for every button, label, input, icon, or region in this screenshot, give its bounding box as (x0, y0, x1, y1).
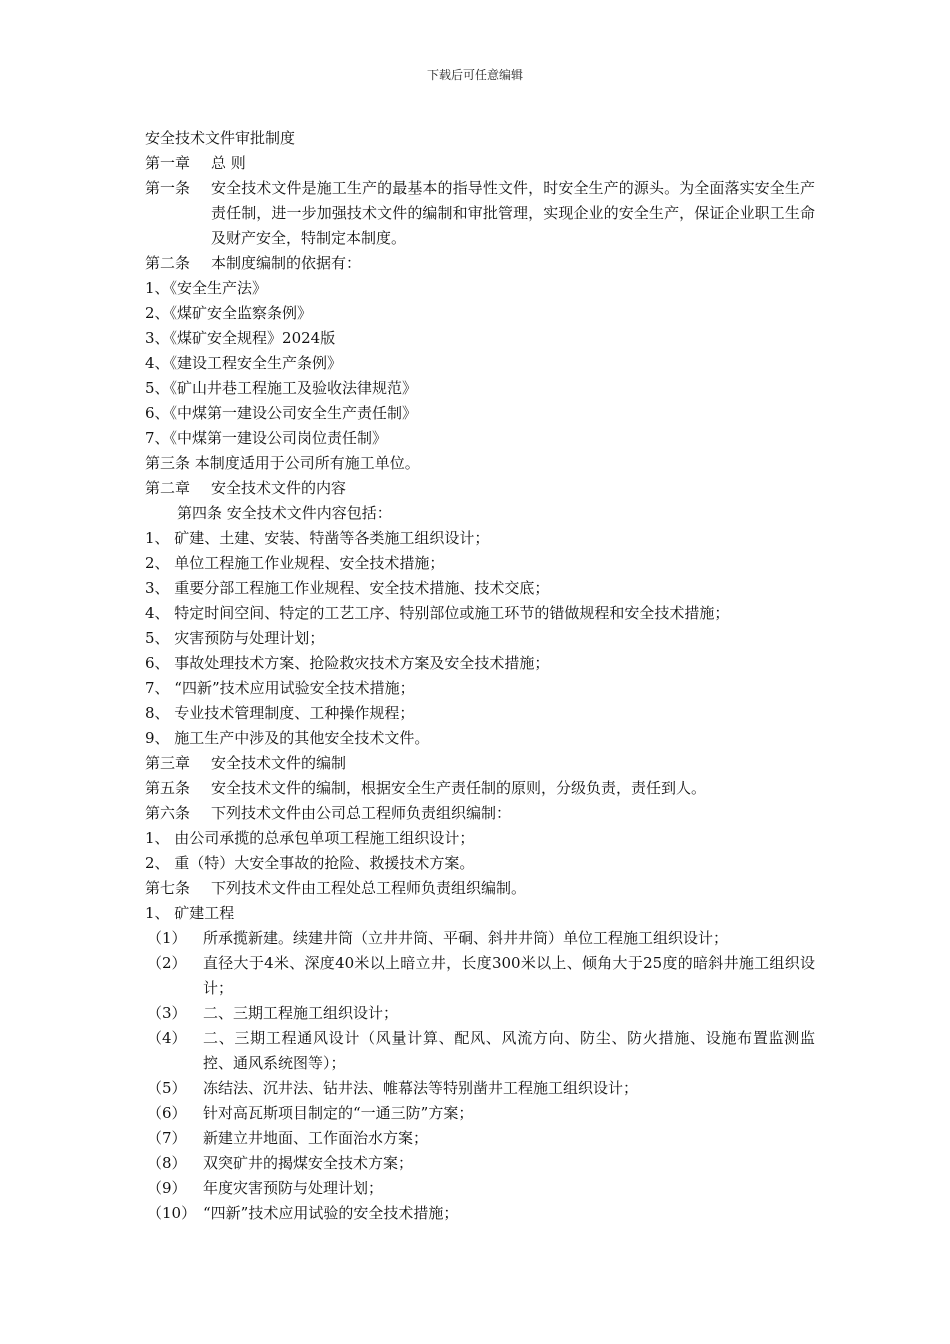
sub-item (145, 1001, 815, 1026)
sub-item-text: 双突矿井的揭煤安全技术方案； (203, 1154, 414, 1172)
list-item: 9、 施工生产中涉及的其他安全技术文件。 (145, 729, 430, 747)
sub-item (145, 1026, 815, 1076)
sub-item-text: 所承揽新建。续建井筒（立井井筒、平硐、斜井井筒）单位工程施工组织设计； (203, 929, 729, 947)
list-item: 4、《建设工程安全生产条例》 (145, 354, 343, 372)
sub-item-number: （8） (147, 1154, 187, 1172)
article-number: 第二条 (145, 254, 191, 272)
list-item: 1、 矿建、土建、安装、特凿等各类施工组织设计； (145, 529, 490, 547)
sub-item (145, 1126, 815, 1151)
list-item: 1、 由公司承揽的总承包单项工程施工组织设计； (145, 829, 475, 847)
list-item: 5、《矿山井巷工程施工及验收法律规范》 (145, 379, 418, 397)
list-item: 8、 专业技术管理制度、工种操作规程； (145, 704, 415, 722)
chapter-1 (145, 151, 815, 176)
article-number: 第七条 (145, 879, 191, 897)
sub-item-text: 针对高瓦斯项目制定的“一通三防”方案； (203, 1104, 474, 1122)
list-item: 3、《煤矿安全规程》2024版 (145, 329, 336, 347)
chapter-number: 第一章 (145, 154, 191, 172)
article-1 (145, 176, 815, 251)
sub-item-number: （4） (147, 1029, 187, 1047)
article-number: 第六条 (145, 804, 191, 822)
list-item: 2、 重（特）大安全事故的抢险、救援技术方案。 (145, 854, 475, 872)
sub-item (145, 1101, 815, 1126)
list-item: 4、 特定时间空间、特定的工艺工序、特别部位或施工环节的错做规程和安全技术措施； (145, 604, 730, 622)
sub-item (145, 1176, 815, 1201)
sub-item-number: （7） (147, 1129, 187, 1147)
document-body (145, 126, 815, 1226)
list-item: 3、 重要分部工程施工作业规程、安全技术措施、技术交底； (145, 579, 550, 597)
sub-item-number: （9） (147, 1179, 187, 1197)
list-item: 1、《安全生产法》 (145, 279, 268, 297)
sub-item-text: 年度灾害预防与处理计划； (203, 1179, 384, 1197)
sub-item (145, 1201, 815, 1226)
article-2 (145, 251, 815, 276)
article-7 (145, 876, 815, 901)
sub-item-text: 二、三期工程施工组织设计； (203, 1004, 399, 1022)
chapter-3 (145, 751, 815, 776)
sub-item-number: （2） (147, 954, 187, 972)
article-6 (145, 801, 815, 826)
sub-item (145, 926, 815, 951)
article-number: 第一条 (145, 179, 191, 197)
article-text: 下列技术文件由公司总工程师负责组织编制： (211, 804, 512, 822)
article-text: 本制度编制的依据有： (211, 254, 362, 272)
list-item: 6、《中煤第一建设公司安全生产责任制》 (145, 404, 418, 422)
sub-item (145, 1076, 815, 1101)
document-title: 安全技术文件审批制度 (145, 129, 296, 147)
article-number: 第五条 (145, 779, 191, 797)
list-item: 5、 灾害预防与处理计划； (145, 629, 325, 647)
sub-item-text: 新建立井地面、工作面治水方案； (203, 1129, 429, 1147)
list-item: 7、《中煤第一建设公司岗位责任制》 (145, 429, 388, 447)
sub-item-number: （5） (147, 1079, 187, 1097)
sub-item-number: （10） (147, 1204, 197, 1222)
chapter-number: 第三章 (145, 754, 191, 772)
page-header: 下载后可任意编辑 (426, 68, 523, 82)
article-4: 第四条 安全技术文件内容包括： (177, 504, 392, 522)
sub-item-number: （3） (147, 1004, 187, 1022)
chapter-title: 安全技术文件的内容 (211, 479, 347, 497)
section-heading: 1、 矿建工程 (145, 904, 235, 922)
list-item: 2、《煤矿安全监察条例》 (145, 304, 313, 322)
sub-item-number: （1） (147, 929, 187, 947)
article-text: 下列技术文件由工程处总工程师负责组织编制。 (211, 879, 527, 897)
sub-item-text: 直径大于4米、深度40米以上暗立井，长度300米以上、倾角大于25度的暗斜井施工组织设计； (203, 954, 815, 997)
sub-item-text: 二、三期工程通风设计（风量计算、配风、风流方向、防尘、防火措施、设施布置监测监控、通风系统图等）； (203, 1029, 815, 1072)
article-3: 第三条 本制度适用于公司所有施工单位。 (145, 454, 420, 472)
sub-item-text: “四新”技术应用试验的安全技术措施； (203, 1204, 459, 1222)
chapter-2 (145, 476, 815, 501)
chapter-number: 第二章 (145, 479, 191, 497)
sub-item (145, 951, 815, 1001)
sub-item-text: 冻结法、沉井法、钻井法、帷幕法等特别凿井工程施工组织设计； (203, 1079, 639, 1097)
article-text: 安全技术文件的编制，根据安全生产责任制的原则，分级负责，责任到人。 (211, 779, 707, 797)
sub-item (145, 1151, 815, 1176)
list-item: 6、 事故处理技术方案、抢险救灾技术方案及安全技术措施； (145, 654, 550, 672)
chapter-title: 总 则 (211, 154, 246, 172)
article-5 (145, 776, 815, 801)
list-item: 2、 单位工程施工作业规程、安全技术措施； (145, 554, 445, 572)
sub-item-number: （6） (147, 1104, 187, 1122)
article-text: 安全技术文件是施工生产的最基本的指导性文件，时安全生产的源头。为全面落实安全生产责任制，进一步加强技术文件的编制和审批管理，实现企业的安全生产，保证企业职工生命及财产安全，特制定本制度。 (211, 179, 815, 247)
list-item: 7、 “四新”技术应用试验安全技术措施； (145, 679, 415, 697)
chapter-title: 安全技术文件的编制 (211, 754, 347, 772)
